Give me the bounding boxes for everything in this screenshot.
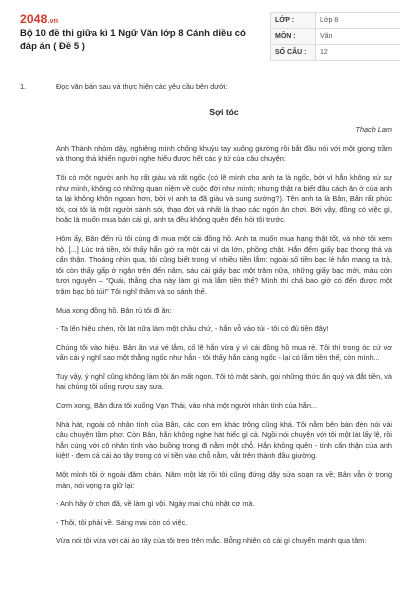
logo-main: 2048	[20, 12, 48, 26]
meta-row-class	[271, 13, 400, 29]
paragraph: Mua xong đồng hồ. Bân rủ tôi đi ăn:	[56, 305, 172, 315]
logo-suffix: .vn	[47, 18, 59, 25]
paragraph: Một mình tôi ở ngoài đâm chán. Năm một lát rồi tôi cũng đứng dậy sửa soạn ra về; Bân vẫn ở trong màn, nói vọng ra giữ lại:	[56, 470, 392, 490]
document-title: Bộ 10 đề thi giữa kì 1 Ngữ Văn lớp 8 Cánh diều có đáp án ( Đề 5 )	[20, 28, 246, 52]
paragraph: Cơm xong, Bân đưa tôi xuống Vạn Thái, vào nhà một người nhân tình của hắn...	[56, 401, 317, 411]
author: Thạch Lam	[355, 125, 392, 135]
meta-table	[270, 12, 400, 61]
site-logo[interactable]	[20, 12, 58, 26]
paragraph: - Thôi, tôi phải về. Sáng mai còn có việc.	[56, 517, 188, 527]
meta-value: Lớp 8	[316, 13, 400, 29]
question-number: 1.	[20, 82, 27, 91]
paragraph: Vừa nói tôi vừa với cái áo tây của tôi treo trên mắc. Bỗng nhiên có cái gì chuyển mạnh qua tâm:	[56, 536, 367, 546]
paragraph: Anh Thành nhỏm dậy, nghiêng mình chống khuỷu tay xuống giường rồi bắt đầu nói với một giọng trầm và thong thả khiến người nghe hiểu được hết các ý tứ của câu chuyện:	[56, 143, 392, 164]
header	[20, 12, 390, 64]
question-content	[56, 82, 392, 555]
meta-value: 12	[316, 45, 400, 61]
meta-row-count	[271, 45, 400, 61]
story-title: Sợi tóc	[209, 106, 239, 117]
paragraph: Tôi có một người anh họ rất giàu và rất ngốc (có lẽ mình cho anh ta là ngốc, bởi vì hắn không xử sự như mình, không có những quan niệm về cuộc đời như mình; nhưng thật ra biết đâu cách ăn ở của anh ta lại không khôn ngoan hơn, bởi vì anh ta đã giàu và sung sướng?). Tên anh ta là Bân, Bân rất phúc tôi, coi tôi là một người sành sỏi, thạo đời và nhất là thạo các ngón ăn chơi. Bởi vậy, đồng có việc gì, hoặc là muốn mua bán cái gì, anh ta đều không quên đến hỏi tôi trước.	[56, 172, 392, 225]
paragraph: Chúng tôi vào hiệu. Bân ăn vui vẻ lắm, cố lẽ hắn vừa ý vì cái đồng hồ mua rẻ. Tôi thì trong óc cứ vơ vẩn cái ý nghĩ sao một thằng ngốc như hắn - tôi thấy hắn càng ngốc - lại có lắm tiền thế, còn mình...	[56, 342, 392, 363]
paragraph: - Anh hãy ở chơi đã, về làm gì vội. Ngày mai chủ nhật cơ mà.	[56, 499, 255, 509]
meta-key: MÔN :	[271, 29, 316, 45]
paragraph: Nhà hát, ngoài cô nhân tình của Bân, các con em khác trông cũng khá. Tôi nằm bên bàn đèn nói vài câu chuyện tầm phơ. Còn Bân, hắn không nghe hát hiếc gì cả. Ngồi nói chuyện với tôi một lát lấy lệ, rồi hắn cùng với cô nhân tình vào buồng trong đi nằm một chỗ. Hắn không quên - tính cẩn thận của anh kiệt! - đem cả cái áo tây trong có ví tiền vào chỗ nằm, vắt trên thành đầu giường.	[56, 419, 392, 461]
meta-key: LỚP :	[271, 13, 316, 29]
instruction: Đọc văn bản sau và thực hiện các yêu cầu bên dưới:	[56, 82, 228, 91]
paragraph: Tuy vậy, ý nghĩ cũng không làm tôi ăn mất ngon. Tôi tỏ mặt sành, gọi những thức ăn quý và đắt tiền, và hai chúng tôi uống rượu say sưa.	[56, 371, 392, 392]
meta-key: SỐ CÂU :	[271, 45, 316, 61]
meta-row-subject	[271, 29, 400, 45]
meta-value: Văn	[316, 29, 400, 45]
paragraph: Hôm ấy, Bân đến rủ tôi cùng đi mua một cái đồng hồ. Anh ta muốn mua hạng thật tốt, và nhờ tôi xem hộ. [...] Lúc trả tiền, tôi thấy hắn giở ra một cái ví da lớn, phồng chật. Hắn đếm giấy bạc thong thả và cẩn thận. Thoáng nhìn qua, tôi cũng biết trong ví nhiều tiền lắm: ngoài số tiền bạc lẻ hắn mang ra trả, tôi còn thấy gấp ở ngăn trên đến năm, sáu cái giấy bạc một trăm nữa, những giấy bạc mới, màu còn tươi nguyên – “Quái, thằng cha này làm gì mà lắm tiền thế? Mình thì chả bao giờ có đến được một trăm bạc bỏ túi!” Tôi nghĩ thầm và so sánh thế.	[56, 233, 392, 296]
paragraph: - Ta lên hiệu chén, rồi lát nữa làm một chầu chứ, - hắn vỗ vào túi - tôi có đủ tiền đây!	[56, 324, 329, 334]
